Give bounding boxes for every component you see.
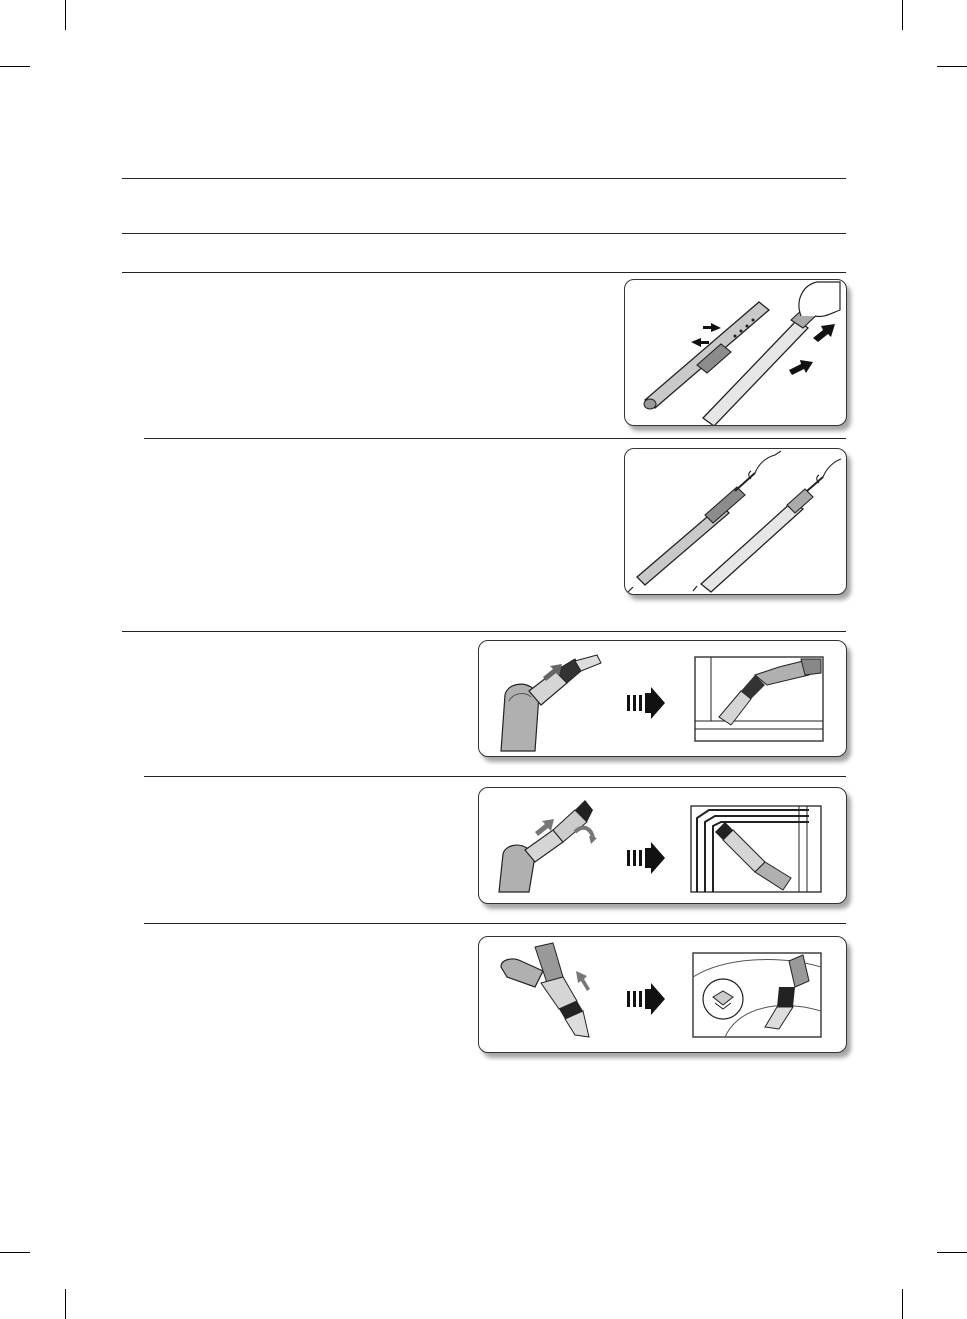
- striped-arrow-out: [789, 360, 813, 375]
- telescopic-tube-release-illustration: [624, 279, 847, 426]
- crevice-tool-straight-illustration: [478, 640, 847, 757]
- crop-mark-br-h: [937, 1252, 967, 1253]
- section-rule-accessory: [122, 631, 846, 632]
- attach-tool-drawing: [501, 655, 601, 751]
- crop-mark-tr-v: [902, 0, 903, 30]
- tube-extended-left: [628, 473, 755, 592]
- striped-arrow-in: [813, 324, 835, 342]
- section-rule-tube: [122, 272, 846, 273]
- hand-outline: [799, 282, 840, 317]
- corner-tool-drawing: [501, 943, 590, 1037]
- tube-left: [644, 302, 769, 409]
- bend-tool-drawing: [499, 800, 597, 892]
- transition-arrow-2: [627, 842, 665, 874]
- telescopic-tube-extend-illustration: [624, 448, 847, 595]
- crevice-tool-corner-illustration: [478, 936, 847, 1053]
- crop-mark-br-v: [902, 1289, 903, 1319]
- tube-extended-right: [693, 477, 823, 592]
- transition-arrow-3: [627, 983, 665, 1015]
- header-rule-top: [122, 178, 846, 179]
- crop-mark-tr-h: [937, 66, 967, 67]
- transition-arrow: [627, 687, 665, 719]
- crop-mark-tl-v: [65, 0, 66, 30]
- car-interior-scene: [693, 953, 821, 1037]
- crop-mark-tl-h: [0, 66, 30, 67]
- step-rule-accessory-2: [144, 776, 846, 777]
- door-frame-scene: [691, 806, 821, 892]
- step-rule-tube-2: [144, 438, 846, 439]
- window-frame-scene: [695, 657, 823, 741]
- hands-pulling: [749, 451, 841, 483]
- crop-mark-bl-h: [0, 1252, 30, 1253]
- crevice-tool-bent-illustration: [478, 787, 847, 904]
- header-rule-bottom: [122, 233, 846, 234]
- crop-mark-bl-v: [65, 1289, 66, 1319]
- step-rule-accessory-3: [144, 923, 846, 924]
